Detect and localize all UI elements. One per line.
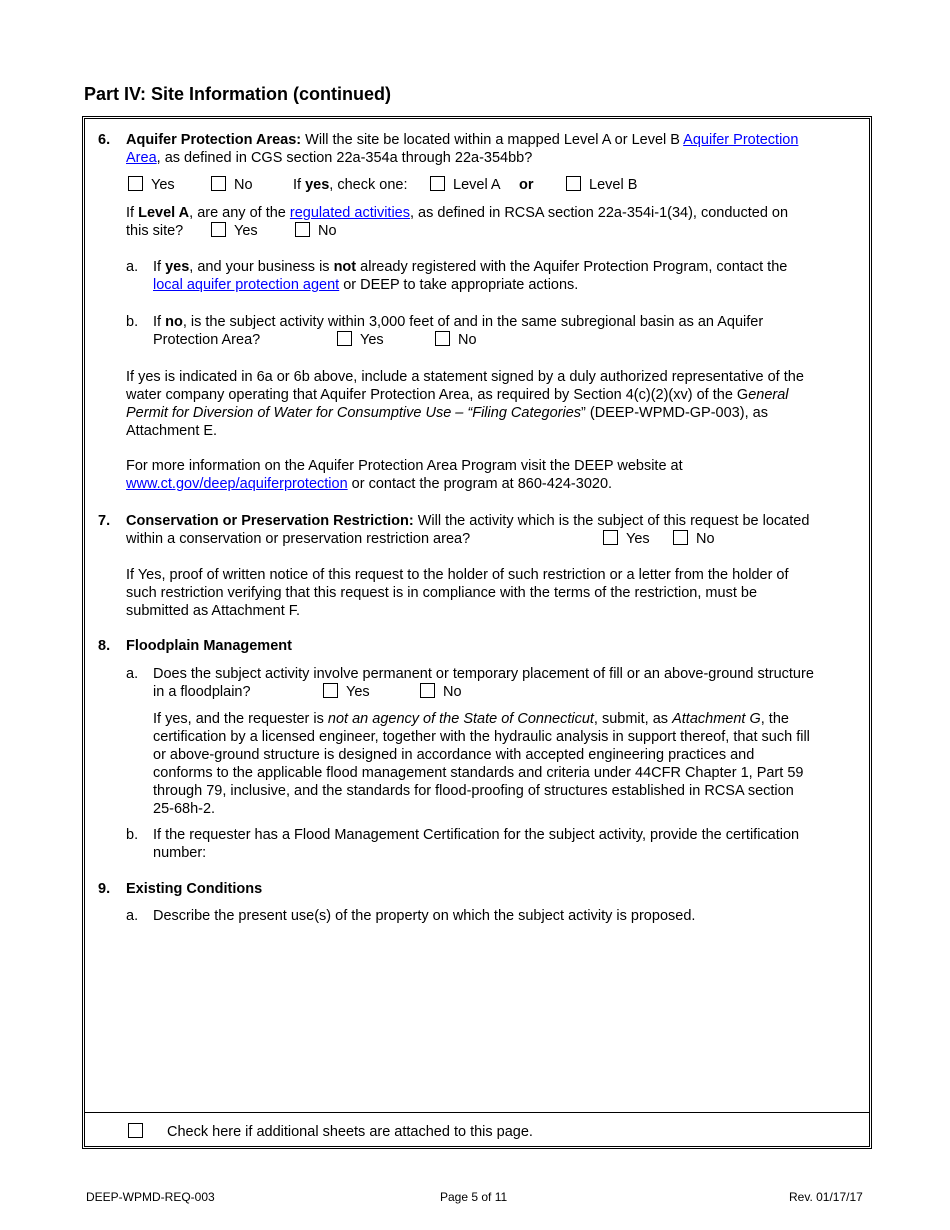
s7-no-checkbox[interactable] — [673, 530, 688, 545]
section-6-number: 6. — [98, 132, 111, 148]
level-a-option[interactable]: Level A — [430, 176, 501, 194]
section-9-number: 9. — [98, 881, 111, 897]
s6b-yes-checkbox[interactable] — [337, 331, 352, 346]
s6-more-info-para: For more information on the Aquifer Protection Area Program visit the DEEP website at www.ct.gov/deep/aquiferprotection or contact the program at 860-424-3020. — [126, 458, 683, 492]
level-a-yes-option[interactable]: Yes — [211, 222, 258, 240]
s6b-no-checkbox[interactable] — [435, 331, 450, 346]
s8a-no-checkbox[interactable] — [420, 683, 435, 698]
s7-yes-checkbox[interactable] — [603, 530, 618, 545]
existing-conditions-answer-area[interactable] — [153, 930, 853, 1100]
page-title: Part IV: Site Information (continued) — [84, 84, 392, 104]
level-a-no-option[interactable]: No — [295, 222, 337, 240]
footer-page-number: Page 5 of 11 — [440, 1190, 508, 1204]
section-7-question: Conservation or Preservation Restriction: Will the activity which is the subject of this request be located — [126, 513, 810, 529]
footer-revision: Rev. 01/17/17 — [789, 1190, 863, 1204]
s8-attachment-g-para: If yes, and the requester is not an agency of the State of Connecticut, submit, as Attachment G, the certification by a licensed engineer, together with the hydraulic analysis in support thereof, that such fill or above-ground structure is designed in accordance with accepted engineering practices and conforms to the applicable flood management standards and criteria under 44CFR Chapter 1, Part 59 through 79, inclusive, and the standards for flood-proofing of structures established in RCSA section 25-68h-2. — [153, 711, 810, 817]
regulated-activities-link[interactable]: regulated activities — [289, 205, 410, 221]
s6b-text-line2: Protection Area? — [153, 332, 261, 348]
s8a-question-line2: in a floodplain? — [153, 684, 251, 700]
section-8-heading: Floodplain Management — [126, 638, 292, 654]
s6-yes-option[interactable]: Yes — [128, 176, 175, 194]
section-7-heading: Conservation or Preservation Restriction: — [126, 513, 414, 529]
attachment-divider — [85, 1112, 869, 1113]
s6a-text-line2: local aquifer protection agent or DEEP to take appropriate actions. — [153, 277, 579, 293]
s8a-label: a. — [126, 666, 139, 682]
section-9-heading: Existing Conditions — [126, 881, 263, 897]
section-6-question-line2: Area, as defined in CGS section 22a-354a through 22a-354bb? — [126, 150, 533, 166]
s8a-yes-option[interactable]: Yes — [323, 683, 370, 701]
s6b-no-option[interactable]: No — [435, 331, 477, 349]
s8a-no-option[interactable]: No — [420, 683, 462, 701]
section-8-number: 8. — [98, 638, 111, 654]
s8b-label: b. — [126, 827, 139, 843]
level-a-question: If Level A, are any of the regulated activities, as defined in RCSA section 22a-354i-1(34), conducted on — [126, 205, 789, 221]
s9a-text: Describe the present use(s) of the property on which the subject activity is proposed. — [153, 908, 696, 924]
s6-check-one-label: If yes, check one: — [293, 177, 408, 193]
additional-sheets-option[interactable]: Check here if additional sheets are attached to this page. — [128, 1123, 533, 1141]
s6-no-checkbox[interactable] — [211, 176, 226, 191]
section-7-number: 7. — [98, 513, 111, 529]
s6a-text: If yes, and your business is not already registered with the Aquifer Protection Program, contact the — [153, 259, 788, 275]
aquifer-protection-area-link-cont[interactable]: Area — [126, 150, 157, 166]
s6b-label: b. — [126, 314, 139, 330]
section-6-question: Aquifer Protection Areas: Will the site be located within a mapped Level A or Level B Aquifer Protection — [126, 132, 799, 148]
level-a-checkbox[interactable] — [430, 176, 445, 191]
s8a-question: Does the subject activity involve permanent or temporary placement of fill or an above-ground structure — [153, 666, 814, 682]
level-a-no-checkbox[interactable] — [295, 222, 310, 237]
s6b-text: If no, is the subject activity within 3,000 feet of and in the same subregional basin as an Aquifer — [153, 314, 764, 330]
s7-yes-option[interactable]: Yes — [603, 530, 650, 548]
level-a-question-line2: this site? — [126, 223, 184, 239]
level-b-checkbox[interactable] — [566, 176, 581, 191]
s6b-yes-option[interactable]: Yes — [337, 331, 384, 349]
deep-aquifer-website-link[interactable]: www.ct.gov/deep/aquiferprotection — [126, 476, 348, 492]
s6-attachment-e-para: If yes is indicated in 6a or 6b above, include a statement signed by a duly authorized representative of the water company operating that Aquifer Protection Area, as required by Section 4(c)(2)(xv) of the General Permit for Diversion of Water for Consumptive Use – “Filing Categories” (DEEP-WPMD-GP-003), as Attachment E. — [126, 369, 804, 439]
section-6-heading: Aquifer Protection Areas: — [126, 132, 302, 148]
s8b-text: If the requester has a Flood Management Certification for the subject activity, provide the certification number: — [153, 827, 800, 861]
s8a-yes-checkbox[interactable] — [323, 683, 338, 698]
section-7-question-line2: within a conservation or preservation restriction area? — [126, 531, 471, 547]
s6-no-option[interactable]: No — [211, 176, 253, 194]
additional-sheets-checkbox[interactable] — [128, 1123, 143, 1138]
s6a-label: a. — [126, 259, 139, 275]
s7-no-option[interactable]: No — [673, 530, 715, 548]
s6-yes-checkbox[interactable] — [128, 176, 143, 191]
footer-form-id: DEEP-WPMD-REQ-003 — [86, 1190, 215, 1204]
aquifer-protection-area-link[interactable]: Aquifer Protection — [683, 132, 799, 148]
or-label: or — [519, 177, 534, 193]
s9a-label: a. — [126, 908, 139, 924]
local-aquifer-agent-link[interactable]: local aquifer protection agent — [153, 277, 340, 293]
level-a-yes-checkbox[interactable] — [211, 222, 226, 237]
level-b-option[interactable]: Level B — [566, 176, 637, 194]
s7-attachment-f-para: If Yes, proof of written notice of this request to the holder of such restriction or a letter from the holder of such restriction verifying that this request is in compliance with the terms of the restriction, must be submitted as Attachment F. — [126, 567, 789, 619]
